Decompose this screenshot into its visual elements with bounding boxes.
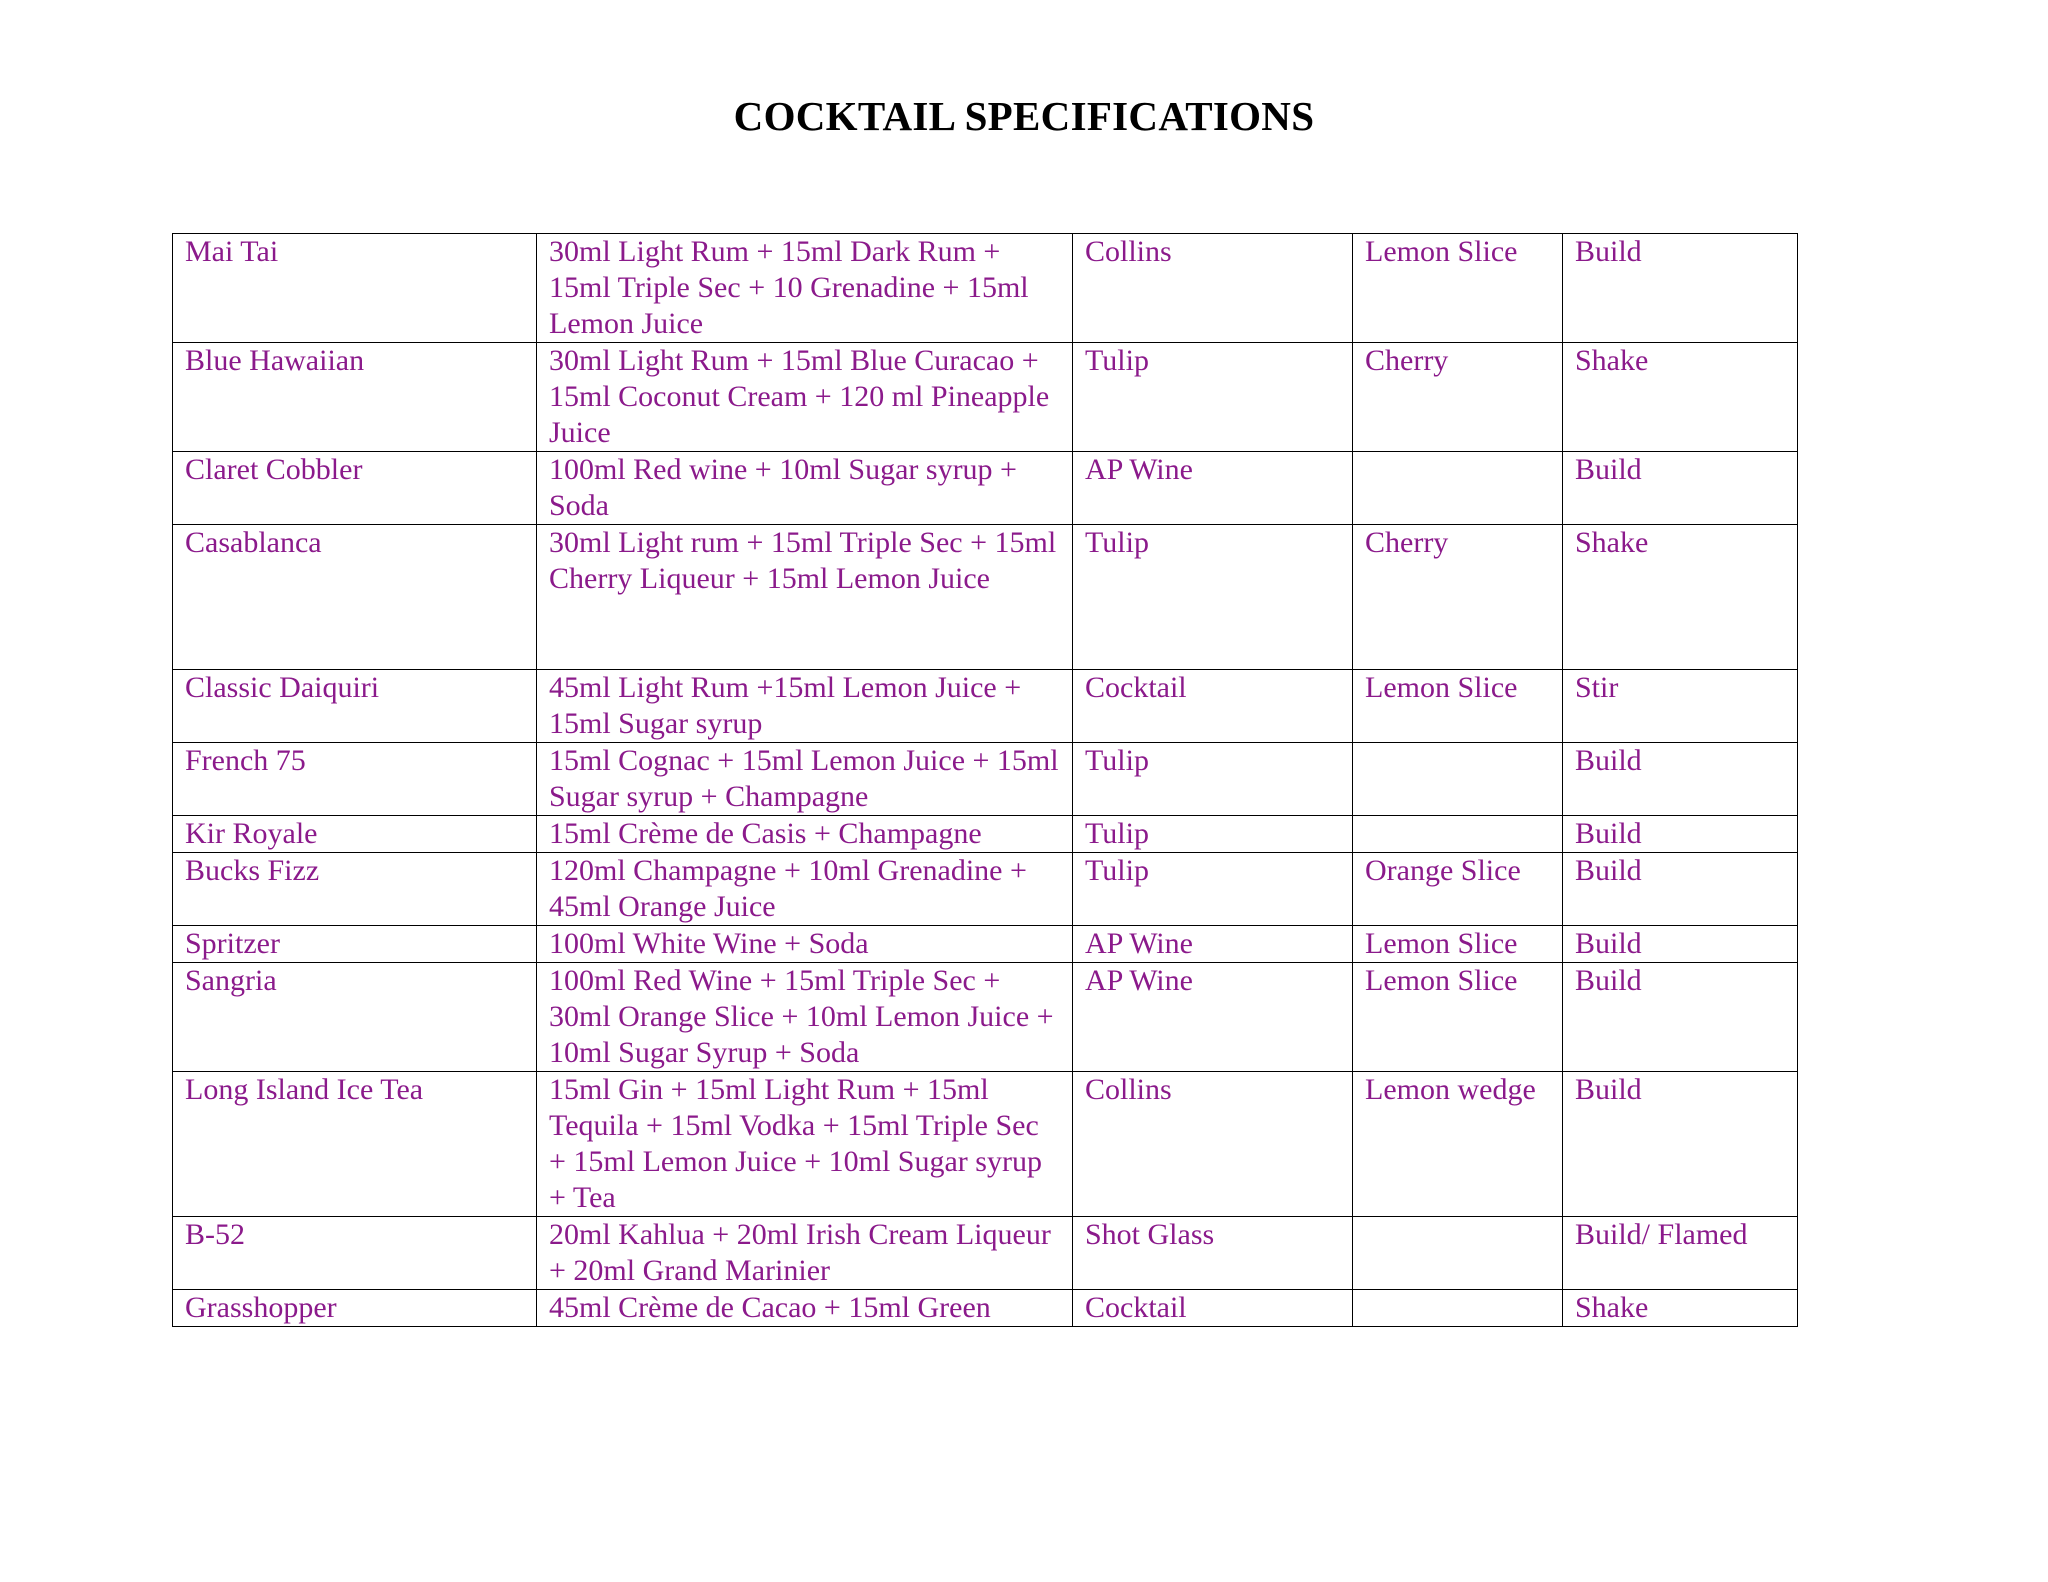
cocktail-method: Shake xyxy=(1563,525,1798,670)
cocktail-glass: Tulip xyxy=(1073,343,1353,452)
cocktail-recipe: 100ml Red wine + 10ml Sugar syrup + Soda xyxy=(537,452,1073,525)
cocktail-garnish: Cherry xyxy=(1353,343,1563,452)
cocktail-method: Shake xyxy=(1563,343,1798,452)
table-row xyxy=(173,1290,1798,1327)
cocktail-name: Claret Cobbler xyxy=(173,452,537,525)
cocktail-glass: Tulip xyxy=(1073,525,1353,670)
cocktail-name: Grasshopper xyxy=(173,1290,537,1327)
cocktail-method: Shake xyxy=(1563,1290,1798,1327)
table-row xyxy=(173,1217,1798,1290)
cocktail-method: Build xyxy=(1563,963,1798,1072)
cocktail-name: Spritzer xyxy=(173,926,537,963)
cocktail-method: Build xyxy=(1563,452,1798,525)
cocktail-name: Bucks Fizz xyxy=(173,853,537,926)
cocktail-recipe: 15ml Gin + 15ml Light Rum + 15ml Tequila + 15ml Vodka + 15ml Triple Sec + 15ml Lemon Juice + 10ml Sugar syrup + Tea xyxy=(537,1072,1073,1217)
table-row xyxy=(173,816,1798,853)
cocktail-recipe: 100ml White Wine + Soda xyxy=(537,926,1073,963)
cocktail-recipe: 30ml Light Rum + 15ml Blue Curacao + 15ml Coconut Cream + 120 ml Pineapple Juice xyxy=(537,343,1073,452)
cocktail-name: Sangria xyxy=(173,963,537,1072)
cocktail-glass: Tulip xyxy=(1073,816,1353,853)
cocktail-glass: AP Wine xyxy=(1073,452,1353,525)
cocktail-name: Long Island Ice Tea xyxy=(173,1072,537,1217)
cocktail-recipe: 45ml Crème de Cacao + 15ml Green xyxy=(537,1290,1073,1327)
table-body xyxy=(173,234,1798,1327)
cocktail-glass: Tulip xyxy=(1073,853,1353,926)
cocktail-garnish xyxy=(1353,1217,1563,1290)
cocktail-method: Build xyxy=(1563,853,1798,926)
cocktail-recipe: 100ml Red Wine + 15ml Triple Sec + 30ml Orange Slice + 10ml Lemon Juice + 10ml Sugar Syrup + Soda xyxy=(537,963,1073,1072)
cocktail-method: Build xyxy=(1563,743,1798,816)
cocktail-name: Blue Hawaiian xyxy=(173,343,537,452)
page-title: COCKTAIL SPECIFICATIONS xyxy=(733,93,1315,139)
cocktail-method: Stir xyxy=(1563,670,1798,743)
cocktail-method: Build xyxy=(1563,816,1798,853)
cocktail-garnish: Orange Slice xyxy=(1353,853,1563,926)
cocktail-recipe: 120ml Champagne + 10ml Grenadine + 45ml Orange Juice xyxy=(537,853,1073,926)
cocktail-garnish xyxy=(1353,743,1563,816)
cocktail-glass: Collins xyxy=(1073,1072,1353,1217)
table-row xyxy=(173,1072,1798,1217)
table-row xyxy=(173,452,1798,525)
cocktail-name: French 75 xyxy=(173,743,537,816)
table-row xyxy=(173,926,1798,963)
cocktail-glass: AP Wine xyxy=(1073,926,1353,963)
cocktail-garnish xyxy=(1353,1290,1563,1327)
cocktail-glass: Shot Glass xyxy=(1073,1217,1353,1290)
table-row xyxy=(173,343,1798,452)
cocktail-garnish: Lemon Slice xyxy=(1353,670,1563,743)
cocktail-method: Build xyxy=(1563,234,1798,343)
table-row xyxy=(173,670,1798,743)
cocktail-method: Build xyxy=(1563,926,1798,963)
cocktail-glass: Tulip xyxy=(1073,743,1353,816)
cocktail-name: B-52 xyxy=(173,1217,537,1290)
cocktail-recipe: 45ml Light Rum +15ml Lemon Juice + 15ml Sugar syrup xyxy=(537,670,1073,743)
cocktail-glass: AP Wine xyxy=(1073,963,1353,1072)
cocktail-recipe: 20ml Kahlua + 20ml Irish Cream Liqueur + 20ml Grand Marinier xyxy=(537,1217,1073,1290)
cocktail-recipe: 30ml Light Rum + 15ml Dark Rum + 15ml Triple Sec + 10 Grenadine + 15ml Lemon Juice xyxy=(537,234,1073,343)
table-row xyxy=(173,963,1798,1072)
table-row xyxy=(173,853,1798,926)
cocktail-glass: Cocktail xyxy=(1073,670,1353,743)
cocktail-spec-table xyxy=(172,233,1798,1327)
cocktail-name: Classic Daiquiri xyxy=(173,670,537,743)
cocktail-glass: Cocktail xyxy=(1073,1290,1353,1327)
cocktail-method: Build/ Flamed xyxy=(1563,1217,1798,1290)
cocktail-name: Casablanca xyxy=(173,525,537,670)
cocktail-recipe: 30ml Light rum + 15ml Triple Sec + 15ml Cherry Liqueur + 15ml Lemon Juice xyxy=(537,525,1073,670)
cocktail-garnish xyxy=(1353,452,1563,525)
cocktail-garnish: Lemon wedge xyxy=(1353,1072,1563,1217)
cocktail-garnish: Cherry xyxy=(1353,525,1563,670)
table-row xyxy=(173,743,1798,816)
cocktail-method: Build xyxy=(1563,1072,1798,1217)
cocktail-name: Kir Royale xyxy=(173,816,537,853)
cocktail-recipe: 15ml Crème de Casis + Champagne xyxy=(537,816,1073,853)
table-row xyxy=(173,234,1798,343)
cocktail-name: Mai Tai xyxy=(173,234,537,343)
cocktail-garnish: Lemon Slice xyxy=(1353,926,1563,963)
cocktail-glass: Collins xyxy=(1073,234,1353,343)
cocktail-garnish: Lemon Slice xyxy=(1353,234,1563,343)
table-row xyxy=(173,525,1798,670)
cocktail-recipe: 15ml Cognac + 15ml Lemon Juice + 15ml Sugar syrup + Champagne xyxy=(537,743,1073,816)
cocktail-garnish: Lemon Slice xyxy=(1353,963,1563,1072)
cocktail-garnish xyxy=(1353,816,1563,853)
